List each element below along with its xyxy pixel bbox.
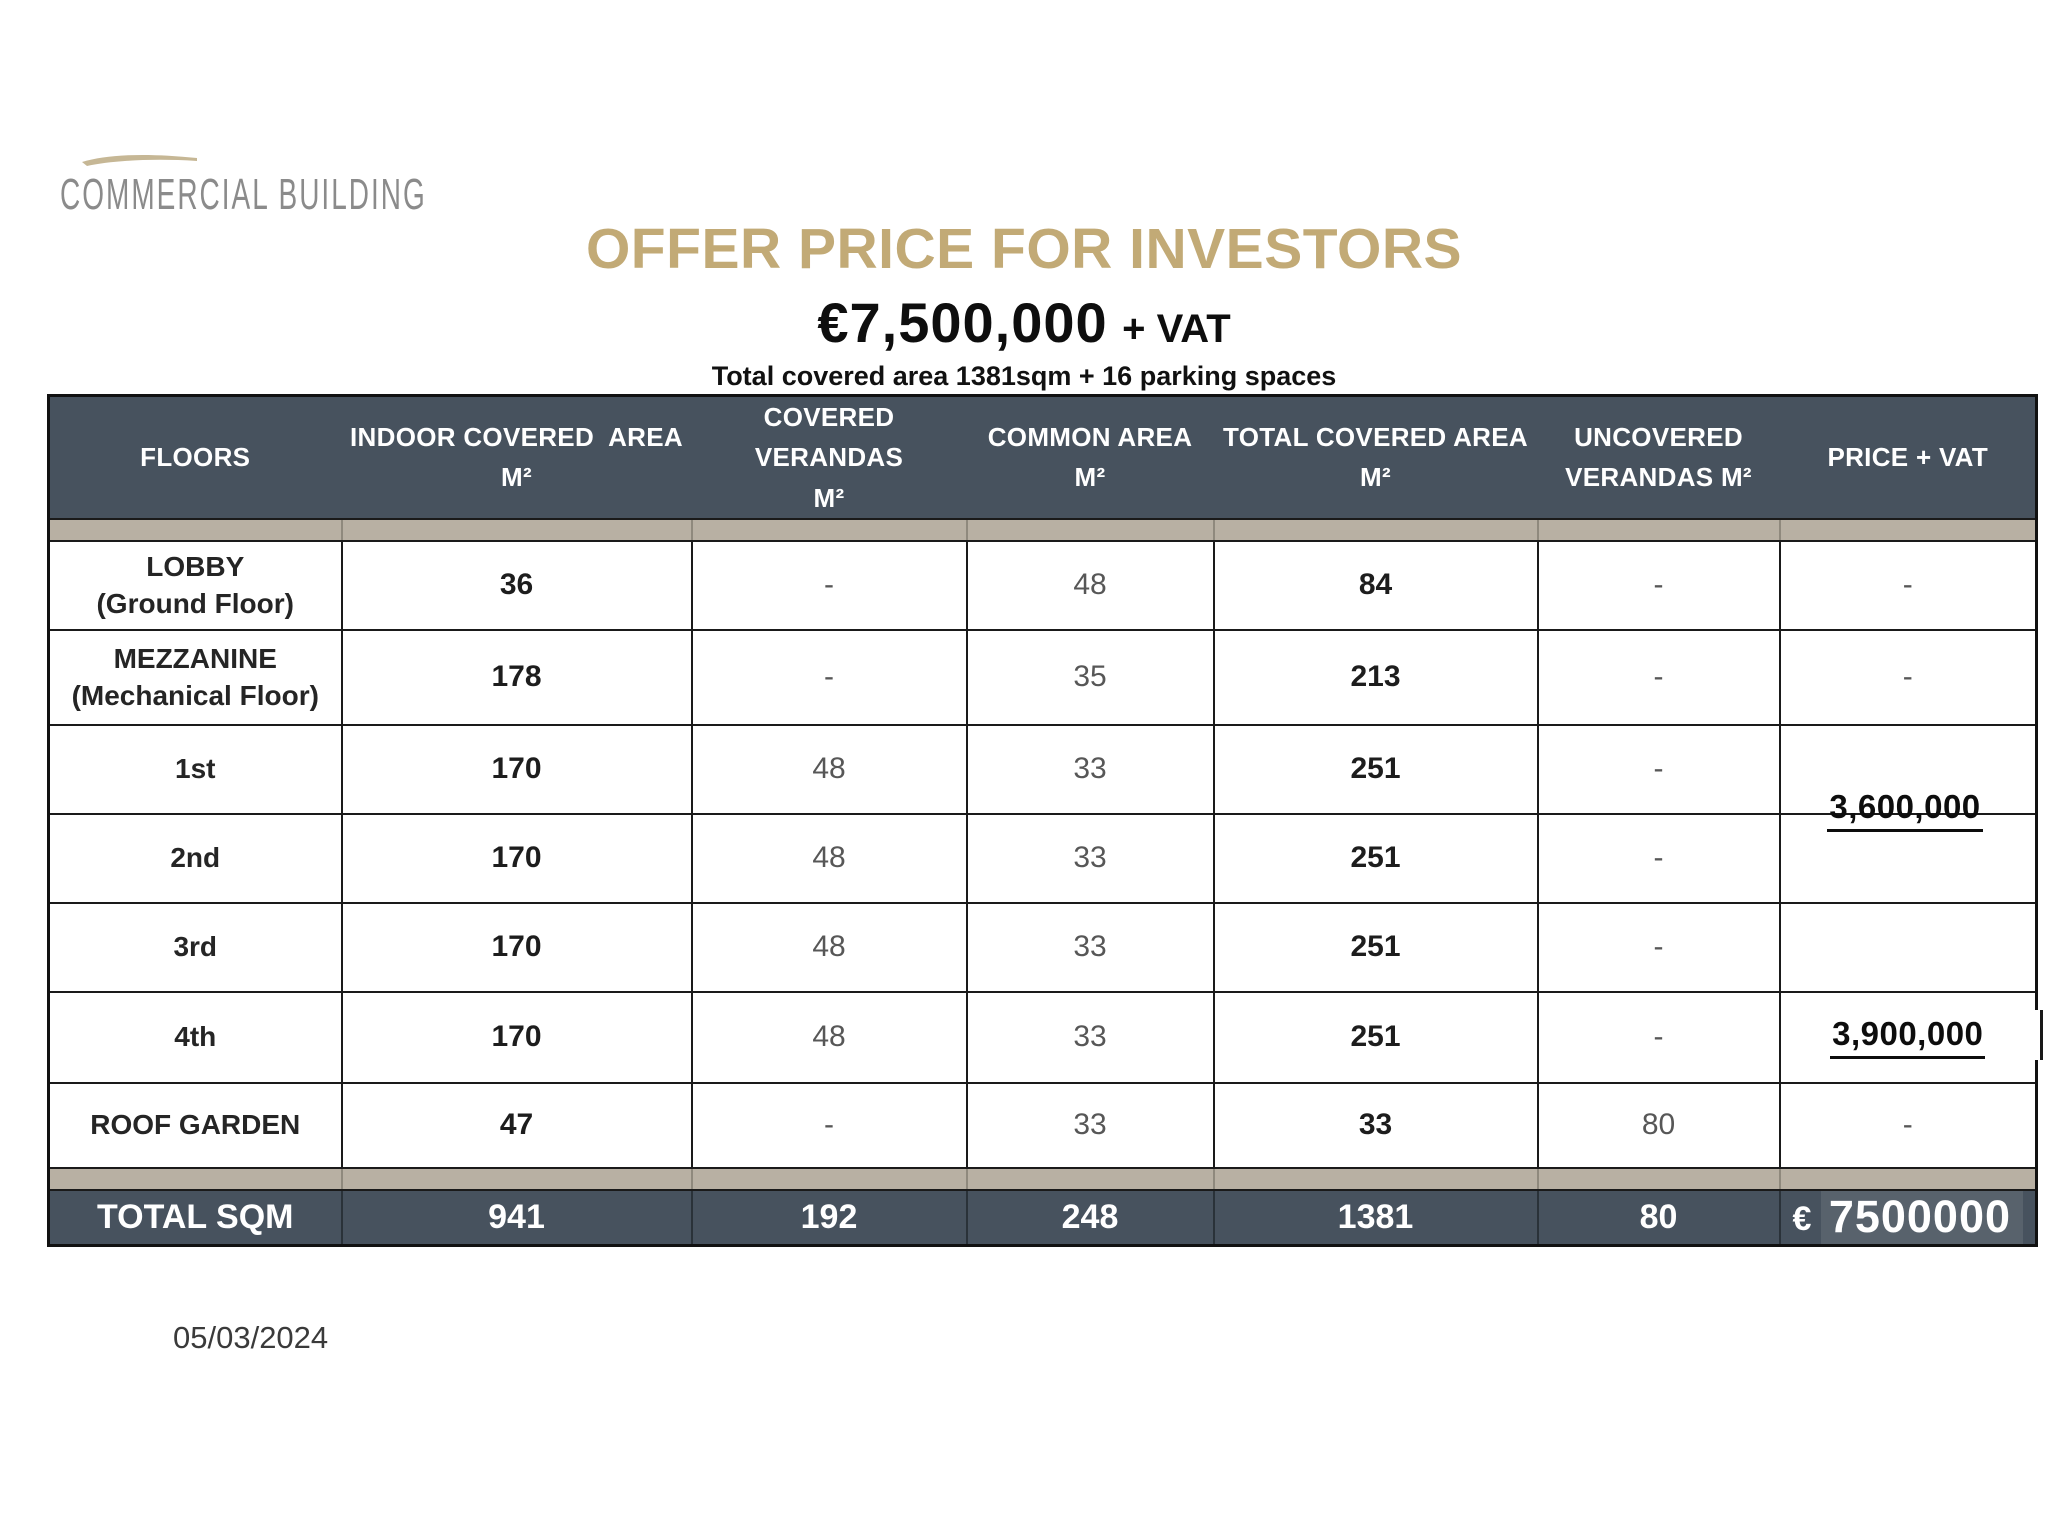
cell-indoor: 170 — [342, 992, 692, 1083]
cell-total-covered: 251 — [1214, 992, 1538, 1083]
cell-floor: 3rd — [49, 903, 342, 992]
separator-band-bottom — [49, 1168, 2037, 1190]
cell-covered-verandas: 48 — [692, 903, 967, 992]
separator-band-top — [49, 519, 2037, 541]
subtitle-total-area: Total covered area 1381sqm + 16 parking spaces — [711, 361, 1337, 391]
col-header-floors: FLOORS — [49, 396, 342, 519]
cell-total-covered: 251 — [1214, 725, 1538, 814]
cell-floor: 4th — [49, 992, 342, 1083]
cell-price: - — [1780, 1083, 2037, 1168]
table-row-3rd — [49, 903, 2037, 992]
cell-total-covered: 251 — [1214, 814, 1538, 903]
cell-price: - — [1780, 541, 2037, 630]
col-header-price-vat: PRICE + VAT — [1780, 396, 2037, 519]
cell-uncovered: - — [1538, 814, 1780, 903]
cell-floor: ROOF GARDEN — [49, 1083, 342, 1168]
page-title: OFFER PRICE FOR INVESTORS — [585, 217, 1463, 281]
offer-table — [47, 394, 2038, 1247]
cell-covered-verandas: - — [692, 1083, 967, 1168]
cell-indoor: 170 — [342, 725, 692, 814]
logo — [60, 148, 427, 219]
cell-total-covered: 251 — [1214, 903, 1538, 992]
price-textbox-edge-artifact — [2028, 1010, 2043, 1060]
logo-text: COMMERCIAL BUILDING — [60, 170, 427, 219]
cell-common: 33 — [967, 725, 1214, 814]
col-header-total-covered: TOTAL COVERED AREA M² — [1214, 396, 1538, 519]
table-row-1st — [49, 725, 2037, 814]
cell-common: 33 — [967, 992, 1214, 1083]
cell-price — [1780, 725, 2037, 814]
cell-indoor: 36 — [342, 541, 692, 630]
col-header-uncovered-verandas: UNCOVERED VERANDAS M² — [1538, 396, 1780, 519]
total-covered-verandas: 192 — [692, 1190, 967, 1246]
total-price-value: 7500000 — [1821, 1191, 2023, 1244]
cell-floor: 1st — [49, 725, 342, 814]
col-header-covered-verandas: COVERED VERANDAS M² — [692, 396, 967, 519]
table-row-lobby — [49, 541, 2037, 630]
document-date: 05/03/2024 — [173, 1320, 329, 1355]
cell-floor: LOBBY (Ground Floor) — [49, 541, 342, 630]
cell-price-4th — [1780, 992, 2037, 1083]
cell-covered-verandas: 48 — [692, 725, 967, 814]
cell-uncovered: - — [1538, 992, 1780, 1083]
cell-covered-verandas: - — [692, 541, 967, 630]
cell-common: 48 — [967, 541, 1214, 630]
cell-uncovered: - — [1538, 541, 1780, 630]
cell-indoor: 47 — [342, 1083, 692, 1168]
price-floors-1-to-3: 3,600,000 — [1778, 788, 2032, 832]
cell-covered-verandas: - — [692, 630, 967, 725]
col-header-common-area: COMMON AREA M² — [967, 396, 1214, 519]
total-common: 248 — [967, 1190, 1214, 1246]
cell-uncovered: 80 — [1538, 1083, 1780, 1168]
cell-common: 33 — [967, 903, 1214, 992]
cell-price — [1780, 903, 2037, 992]
col-header-indoor-covered: INDOOR COVERED AREA M² — [342, 396, 692, 519]
cell-uncovered: - — [1538, 725, 1780, 814]
cell-price — [1780, 814, 2037, 903]
cell-price: - — [1780, 630, 2037, 725]
offer-price-line — [0, 290, 2048, 355]
table-row-4th — [49, 992, 2037, 1083]
cell-common: 35 — [967, 630, 1214, 725]
cell-indoor: 178 — [342, 630, 692, 725]
cell-covered-verandas: 48 — [692, 814, 967, 903]
table-total-row — [49, 1190, 2037, 1246]
total-indoor: 941 — [342, 1190, 692, 1246]
total-label: TOTAL SQM — [49, 1190, 342, 1246]
cell-total-covered: 33 — [1214, 1083, 1538, 1168]
cell-uncovered: - — [1538, 630, 1780, 725]
offer-price-amount: €7,500,000 — [817, 291, 1108, 354]
price-4th-floor: 3,900,000 — [1830, 1015, 1985, 1059]
cell-indoor: 170 — [342, 903, 692, 992]
total-covered: 1381 — [1214, 1190, 1538, 1246]
table-header-row — [49, 396, 2037, 519]
cell-total-covered: 84 — [1214, 541, 1538, 630]
cell-uncovered: - — [1538, 903, 1780, 992]
total-uncovered: 80 — [1538, 1190, 1780, 1246]
cell-common: 33 — [967, 1083, 1214, 1168]
cell-common: 33 — [967, 814, 1214, 903]
cell-total-covered: 213 — [1214, 630, 1538, 725]
cell-floor: 2nd — [49, 814, 342, 903]
total-price — [1780, 1190, 2037, 1246]
table-row-mezzanine — [49, 630, 2037, 725]
total-price-symbol: € — [1792, 1200, 1812, 1239]
offer-table-wrap — [47, 394, 2035, 1247]
cell-covered-verandas: 48 — [692, 992, 967, 1083]
cell-floor: MEZZANINE (Mechanical Floor) — [49, 630, 342, 725]
offer-price-vat-suffix: + VAT — [1122, 307, 1231, 351]
cell-indoor: 170 — [342, 814, 692, 903]
logo-swoosh-icon — [80, 152, 200, 168]
table-row-2nd — [49, 814, 2037, 903]
table-row-roof-garden — [49, 1083, 2037, 1168]
